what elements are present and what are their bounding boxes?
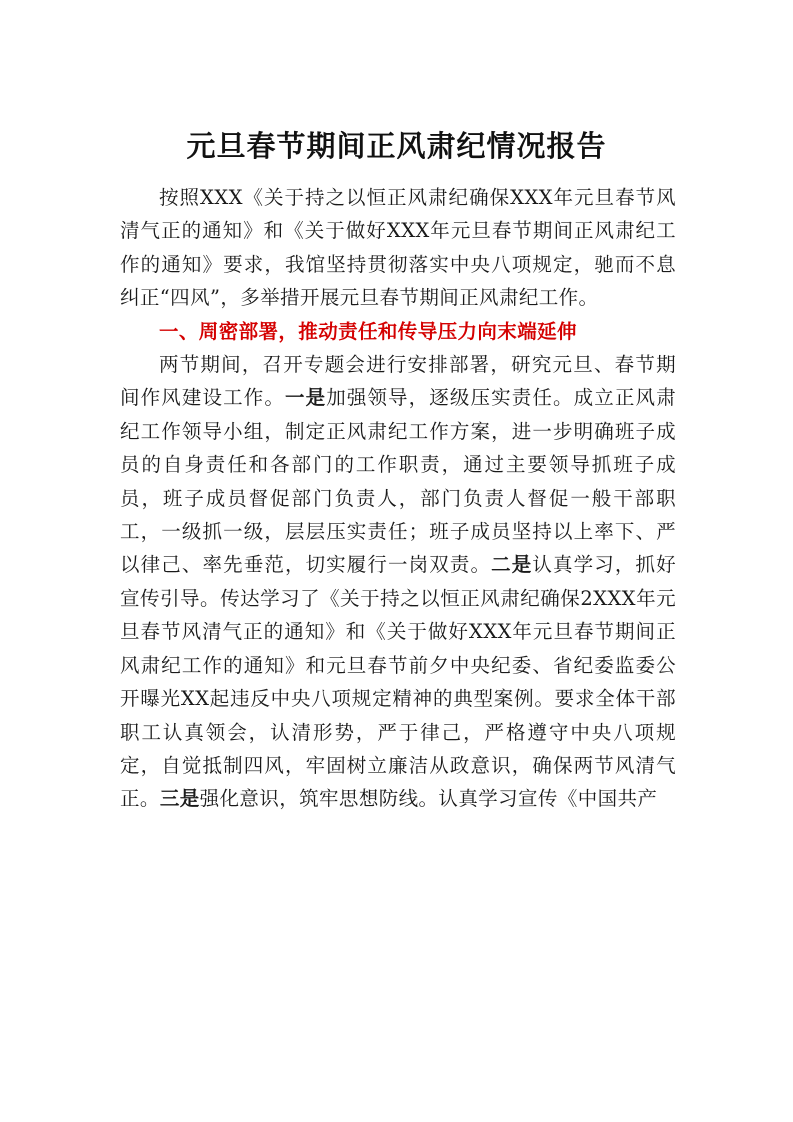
item2-label: 二是: [491, 553, 533, 577]
document-title: 元旦春节期间正风肃纪情况报告: [186, 129, 607, 163]
intro-paragraph: 按照XXX《关于持之以恒正风肃纪确保XXX年元旦春节风清气正的通知》和《关于做好XXX年元旦春节期间正风肃纪工作的通知》要求，我馆坚持贯彻落实中央八项规定，驰而不息纠正“四风”，多举措开展元旦春节期间正风肃纪工作。: [120, 186, 676, 310]
section-heading: 一、周密部署，推动责任和传导压力向末端延伸: [159, 319, 577, 343]
item2-text: 认真学习，抓好宣传引导。传达学习了《关于持之以恒正风肃纪确保2XXX年元旦春节风清气正的通知》和《关于做好XXX年元旦春节期间正风肃纪工作的通知》和元旦春节前夕中央纪委、省纪委监委公开曝光XX起违反中央八项规定精神的典型案例。要求全体干部职工认真领会，认清形势，严于律己，严格遵守中央八项规定，自觉抵制四风，牢固树立廉洁从政意识，确保两节风清气正。: [120, 553, 676, 811]
item1-text: 加强领导，逐级压实责任。成立正风肃纪工作领导小组，制定正风肃纪工作方案，进一步明确班子成员的自身责任和各部门的工作职责，通过主要领导抓班子成员，班子成员督促部门负责人，部门负责人督促一般干部职工，一级抓一级，层层压实责任；班子成员坚持以上率下、严以律己、率先垂范，切实履行一岗双责。: [120, 386, 676, 577]
item3-text: 强化意识，筑牢思想防线。认真学习宣传《中国共产: [199, 787, 658, 811]
section-paragraph: [120, 348, 676, 816]
document-body: [120, 181, 676, 816]
item1-label: 一是: [284, 386, 327, 410]
item3-label: 三是: [159, 787, 200, 811]
section-lead-text: 两节期间，召开专题会进行安排部署，研究元旦、春节期间作风建设工作。: [120, 353, 676, 410]
